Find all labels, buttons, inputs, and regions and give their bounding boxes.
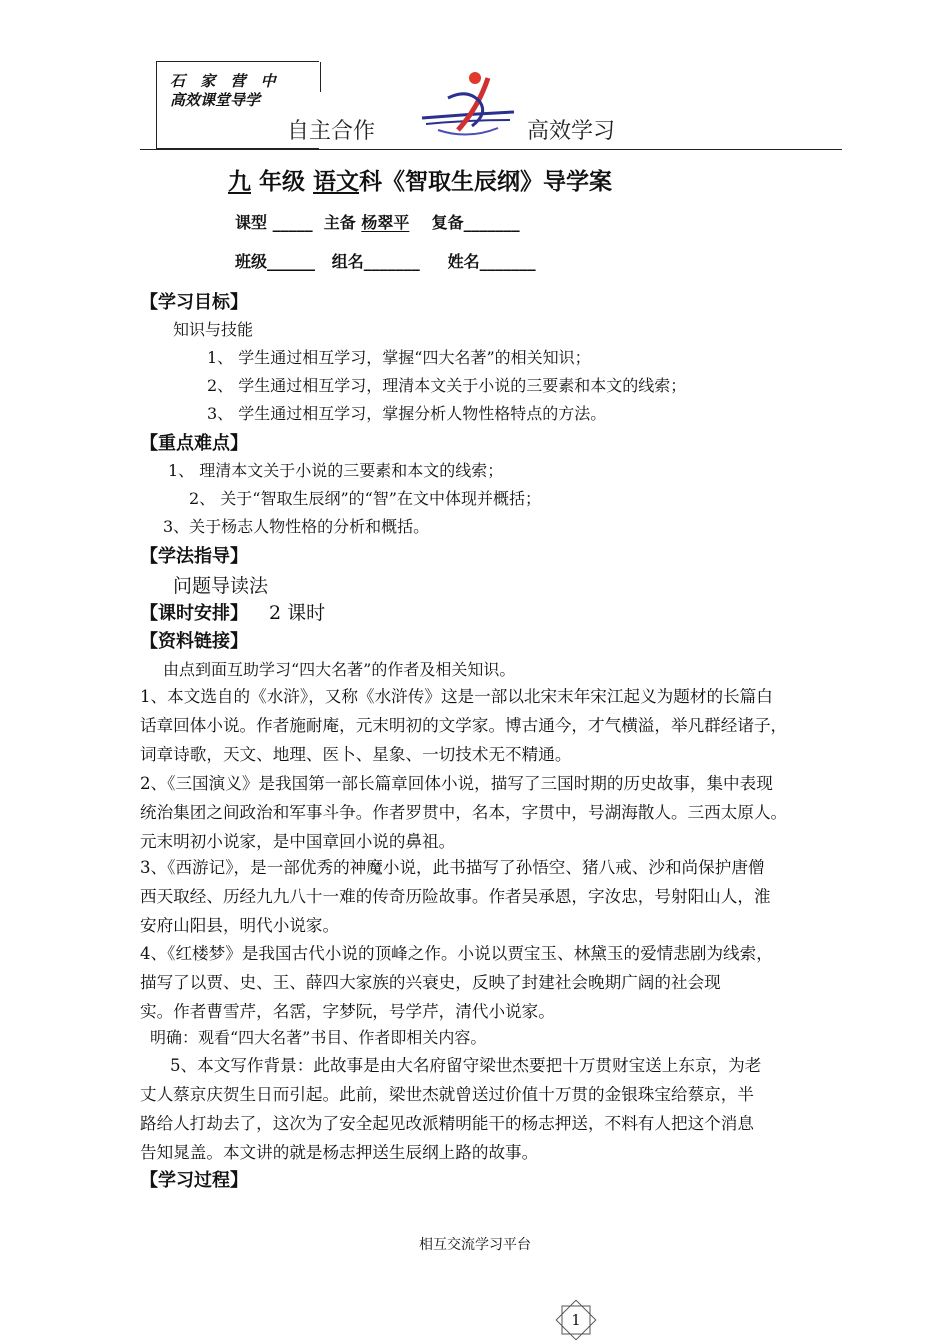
time-heading: 【课时安排】 [140, 603, 248, 624]
paragraph-line: 描写了以贾、史、王、薛四大家族的兴衰史，反映了封建社会晚期广阔的社会现 [140, 973, 721, 992]
slogan-right: 高效学习 [527, 119, 616, 144]
goal-item: 2、 学生通过相互学习，理清本文关于小说的三要素和本文的线索； [207, 376, 687, 395]
paragraph-line: 元末明初小说家，是中国章回小说的鼻祖。 [140, 832, 456, 851]
method-heading: 【学法指导】 [140, 546, 248, 567]
paragraph-line: 5、本文写作背景：此故事是由大名府留守梁世杰要把十万贯财宝送上东京，为老 [170, 1056, 762, 1075]
lead-teacher-label: 主备 [323, 213, 356, 232]
paragraph-line: 实。作者曹雪芹，名霑，字梦阮，号学芹，清代小说家。 [140, 1002, 555, 1021]
name-label: 姓名 [447, 252, 480, 271]
goals-subheading: 知识与技能 [173, 320, 254, 339]
school-name: 石 家 营 中 [170, 72, 281, 90]
page-number: 1 [571, 1311, 581, 1329]
lead-teacher-value: 杨翠平 [361, 213, 410, 232]
paragraph-line: 丈人蔡京庆贺生日而引起。此前，梁世杰就曾送过价值十万贯的金银珠宝给蔡京，半 [140, 1085, 754, 1104]
slogan-left: 自主合作 [287, 119, 376, 144]
class-field[interactable]: ______ [267, 252, 316, 271]
goal-item: 3、 学生通过相互学习，掌握分析人物性格特点的方法。 [207, 404, 607, 423]
group-field[interactable]: _______ [363, 252, 420, 271]
page-number-badge [550, 1300, 602, 1340]
key-point-item: 3、关于杨志人物性格的分析和概括。 [163, 517, 430, 536]
group-label: 组名 [331, 252, 364, 271]
paragraph-line: 安府山阳县，明代小说家。 [140, 916, 340, 935]
paragraph-line: 4、《红楼梦》是我国古代小说的顶峰之作。小说以贾宝玉、林黛玉的爱情悲剧为线索， [140, 944, 773, 963]
method-text: 问题导读法 [173, 575, 269, 597]
paragraph-line: 3、《西游记》，是一部优秀的神魔小说，此书描写了孙悟空、猪八戒、沙和尚保护唐僧 [140, 858, 765, 877]
link-paragraph-4 [140, 939, 842, 1026]
school-subtitle: 高效课堂导学 [170, 91, 261, 109]
link-paragraph-5 [140, 1051, 842, 1167]
review-label: 复备 [431, 213, 464, 232]
key-point-item: 2、 关于“智取生辰纲”的“智”在文中体现并概括； [189, 489, 541, 508]
key-points-heading: 【重点难点】 [140, 433, 248, 454]
paragraph-line: 2、《三国演义》是我国第一部长篇章回体小说，描写了三国时期的历史故事，集中表现 [140, 774, 773, 793]
review-field[interactable]: _______ [463, 213, 520, 232]
name-field[interactable]: _______ [479, 252, 536, 271]
page-title [228, 163, 612, 196]
links-heading: 【资料链接】 [140, 631, 248, 652]
meta-row-2 [235, 249, 536, 272]
paragraph-line: 告知晁盖。本文讲的就是杨志押送生辰纲上路的故事。 [140, 1143, 539, 1162]
class-label: 班级 [235, 252, 268, 271]
link-paragraph-2 [140, 769, 842, 856]
title-subject: 语文 [313, 169, 360, 195]
school-logo-icon [418, 68, 518, 140]
title-rest: 科《智取生辰纲》导学案 [359, 169, 613, 195]
time-text: 2 课时 [269, 602, 326, 624]
lesson-type-label: 课型 [235, 213, 268, 232]
process-heading: 【学习过程】 [140, 1170, 248, 1191]
links-intro: 由点到面互助学习“四大名著”的作者及相关知识。 [163, 660, 516, 679]
title-grade: 九 [228, 169, 251, 195]
link-paragraph-3 [140, 853, 842, 940]
paragraph-line: 路给人打劫去了，这次为了安全起见改派精明能干的杨志押送，不料有人把这个消息 [140, 1114, 754, 1133]
clarify-note: 明确：观看“四大名著”书目、作者即相关内容。 [150, 1028, 487, 1047]
header-divider [140, 149, 842, 150]
goals-heading: 【学习目标】 [140, 292, 248, 313]
key-point-item: 1、 理清本文关于小说的三要素和本文的线索； [168, 461, 504, 480]
lesson-type-field[interactable]: _____ [272, 213, 313, 232]
paragraph-line: 话章回体小说。作者施耐庵，元末明初的文学家。博古通今，才气横溢，举凡群经诸子， [140, 716, 788, 735]
footer-text: 相互交流学习平台 [419, 1237, 531, 1253]
meta-row-1 [235, 210, 520, 233]
paragraph-line: 统治集团之间政治和军事斗争。作者罗贯中，名本，字贯中，号湖海散人。三西太原人。 [140, 803, 788, 822]
paragraph-line: 西天取经、历经九九八十一难的传奇历险故事。作者吴承恩，字汝忠，号射阳山人，淮 [140, 887, 771, 906]
link-paragraph-1 [140, 682, 842, 769]
title-grade-suffix: 年级 [259, 169, 306, 195]
paragraph-line: 1、本文选自的《水浒》，又称《水浒传》这是一部以北宋末年宋江起义为题材的长篇白 [140, 687, 773, 706]
goal-item: 1、 学生通过相互学习，掌握“四大名著”的相关知识； [207, 348, 591, 367]
paragraph-line: 词章诗歌，天文、地理、医卜、星象、一切技术无不精通。 [140, 745, 572, 764]
